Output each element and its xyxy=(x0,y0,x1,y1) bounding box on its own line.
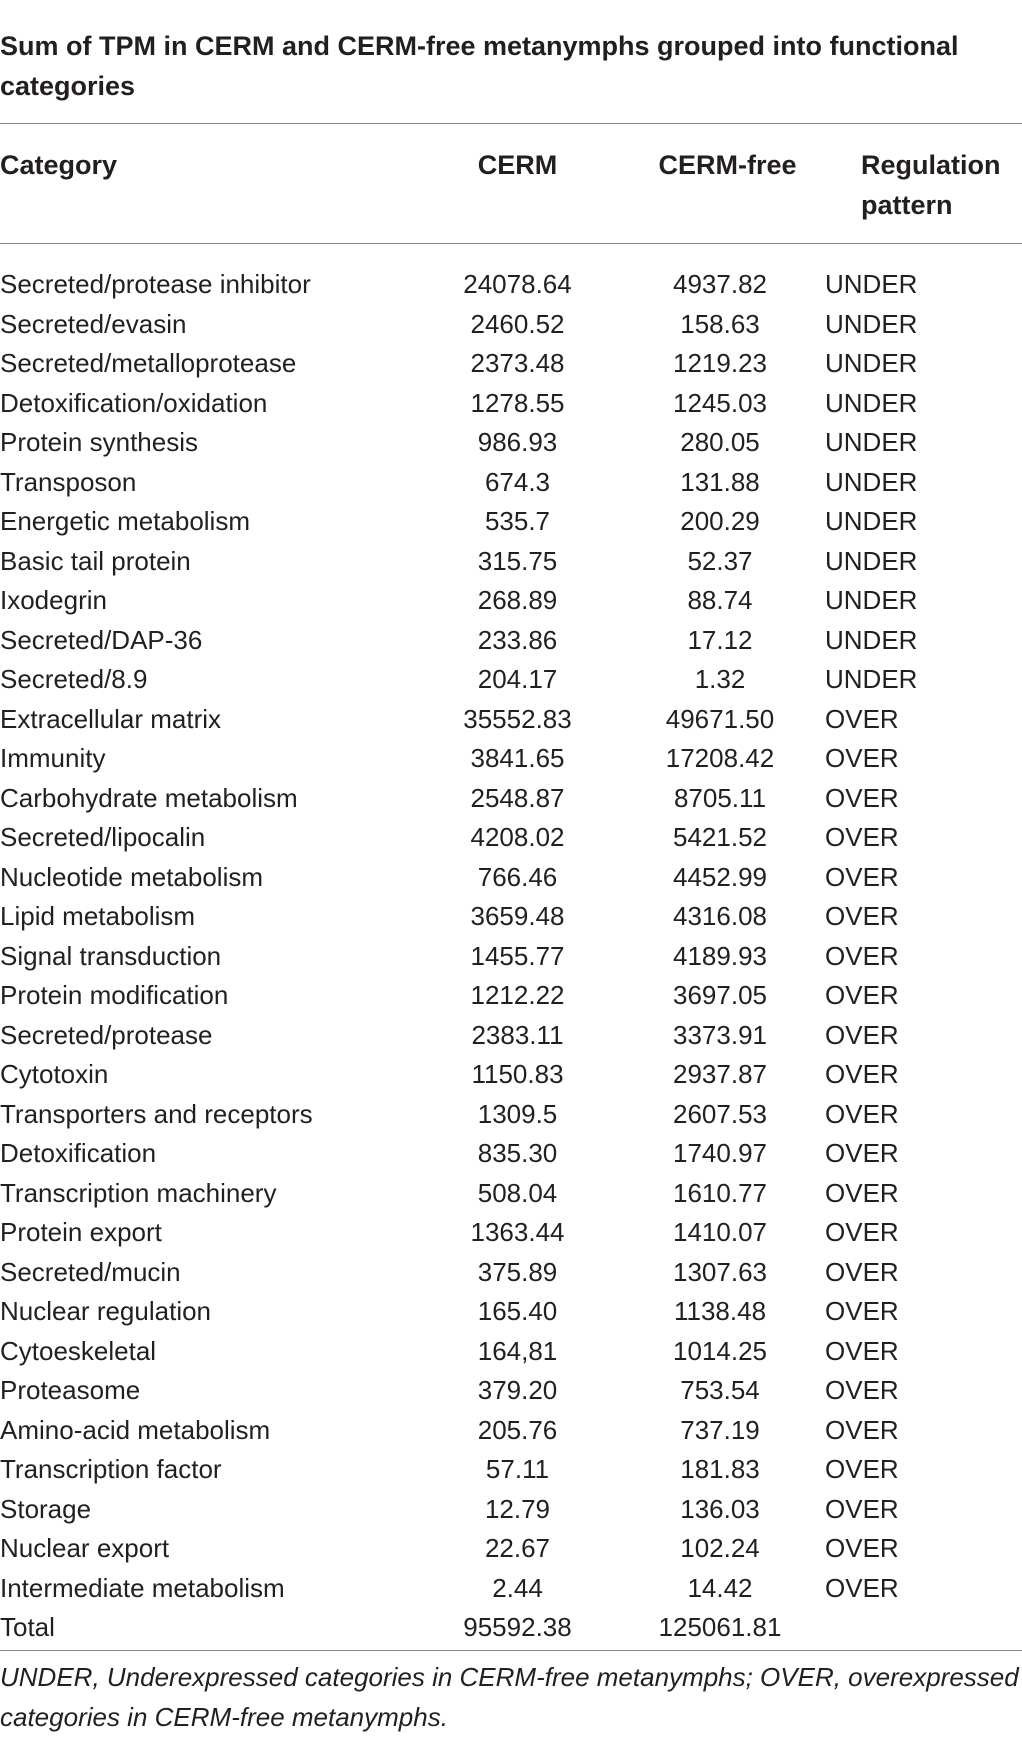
cell-cerm-free: 737.19 xyxy=(680,1414,760,1445)
cell-regulation-pattern: OVER xyxy=(825,901,899,931)
cell-category: Energetic metabolism xyxy=(0,506,250,536)
table-row xyxy=(0,1292,1022,1332)
cell-cerm-free: 1014.25 xyxy=(673,1335,767,1366)
cell-cerm: 57.11 xyxy=(485,1454,550,1484)
cell-regulation-pattern: OVER xyxy=(825,1572,899,1603)
cell-cerm-free: 17.12 xyxy=(687,624,753,655)
cell-category: Secreted/lipocalin xyxy=(0,822,206,852)
table-row xyxy=(0,1529,1022,1569)
cell-cerm: 268.89 xyxy=(477,585,558,615)
table-row xyxy=(0,502,1022,542)
cell-cerm-free: 8705.11 xyxy=(673,782,767,813)
cell-regulation-pattern: OVER xyxy=(825,980,899,1010)
cell-category: Immunity xyxy=(0,743,106,773)
cell-cerm: 233.86 xyxy=(477,624,558,655)
table-row xyxy=(0,423,1022,463)
cell-regulation-pattern: OVER xyxy=(825,1177,899,1208)
cell-category: Protein synthesis xyxy=(0,427,198,457)
table-row xyxy=(0,660,1022,700)
table-row xyxy=(0,305,1022,345)
table-row xyxy=(0,265,1022,305)
table-body xyxy=(0,265,1022,1648)
table-row xyxy=(0,1332,1022,1372)
cell-category: Nuclear export xyxy=(0,1533,170,1563)
cell-cerm-free: 753.54 xyxy=(680,1375,760,1405)
cell-cerm: 1363.44 xyxy=(470,1217,565,1247)
header-regulation-line2: pattern xyxy=(861,190,953,220)
cell-cerm: 2460.52 xyxy=(470,308,565,339)
table-row xyxy=(0,858,1022,898)
table-footnote: UNDER, Underexpressed categories in CERM-free metanymphs; OVER, overexpressed categories in CERM-free metanymphs. xyxy=(0,1662,1019,1732)
cell-cerm-free: 1219.23 xyxy=(673,348,767,378)
cell-regulation-pattern: UNDER xyxy=(825,466,918,497)
cell-regulation-pattern: OVER xyxy=(825,1533,899,1563)
cell-cerm-free: 136.03 xyxy=(680,1493,760,1524)
cell-cerm: 508.04 xyxy=(477,1177,558,1208)
table-row xyxy=(0,463,1022,503)
cell-cerm-free: 52.37 xyxy=(687,545,753,576)
cell-cerm: 165.40 xyxy=(477,1296,558,1326)
cell-cerm-free: 88.74 xyxy=(687,585,753,615)
total-row xyxy=(0,1608,1022,1648)
cell-regulation-pattern: UNDER xyxy=(825,545,918,576)
cell-regulation-pattern: OVER xyxy=(825,1454,899,1484)
cell-cerm: 835.30 xyxy=(477,1138,558,1168)
table-title: Sum of TPM in CERM and CERM-free metanymphs grouped into functional categories xyxy=(0,31,959,101)
cell-cerm-free: 49671.50 xyxy=(665,703,775,734)
table-row xyxy=(0,1450,1022,1490)
cell-cerm-free: 3373.91 xyxy=(673,1019,767,1050)
cell-regulation-pattern: UNDER xyxy=(825,387,918,418)
cell-category: Intermediate metabolism xyxy=(0,1572,285,1603)
cell-cerm-free: 4316.08 xyxy=(673,901,767,931)
cell-category: Transposon xyxy=(0,466,137,497)
cell-cerm: 379.20 xyxy=(477,1375,558,1405)
cell-cerm-free: 1610.77 xyxy=(673,1177,767,1208)
total-cerm: 95592.38 xyxy=(463,1612,572,1642)
cell-category: Carbohydrate metabolism xyxy=(0,782,298,813)
cell-category: Transcription machinery xyxy=(0,1177,277,1208)
cell-regulation-pattern: OVER xyxy=(825,861,899,892)
cell-cerm-free: 4452.99 xyxy=(673,861,767,892)
cell-cerm: 2.44 xyxy=(492,1572,543,1603)
header-regulation-line1: Regulation xyxy=(861,150,1001,180)
table-row xyxy=(0,581,1022,621)
cell-category: Ixodegrin xyxy=(0,585,107,615)
cell-category: Nuclear regulation xyxy=(0,1296,212,1326)
table-row xyxy=(0,1213,1022,1253)
cell-cerm: 22.67 xyxy=(484,1533,551,1563)
cell-category: Detoxification/oxidation xyxy=(0,387,268,418)
header-regulation-pattern xyxy=(861,145,1001,225)
cell-cerm: 1212.22 xyxy=(470,980,565,1010)
cell-cerm-free: 1740.97 xyxy=(673,1138,767,1168)
header-cerm: CERM xyxy=(477,150,558,180)
table-row xyxy=(0,818,1022,858)
cell-cerm: 4208.02 xyxy=(470,822,565,852)
cell-cerm-free: 181.83 xyxy=(680,1454,760,1484)
table-row xyxy=(0,1411,1022,1451)
cell-cerm: 674.3 xyxy=(484,466,551,497)
cell-category: Lipid metabolism xyxy=(0,901,196,931)
table-row xyxy=(0,700,1022,740)
cell-cerm: 205.76 xyxy=(477,1414,558,1445)
total-label: Total xyxy=(0,1612,55,1642)
cell-regulation-pattern: UNDER xyxy=(825,269,918,299)
cell-cerm-free: 1410.07 xyxy=(673,1217,767,1247)
cell-regulation-pattern: OVER xyxy=(825,1493,899,1524)
cell-category: Secreted/evasin xyxy=(0,308,187,339)
data-table xyxy=(0,265,1022,1648)
cell-category: Protein export xyxy=(0,1217,162,1247)
cell-regulation-pattern: OVER xyxy=(825,1375,899,1405)
cell-regulation-pattern: OVER xyxy=(825,1217,899,1247)
cell-regulation-pattern: OVER xyxy=(825,782,899,813)
cell-cerm: 3659.48 xyxy=(470,901,565,931)
table-row xyxy=(0,621,1022,661)
cell-cerm: 2373.48 xyxy=(470,348,565,378)
table-row xyxy=(0,779,1022,819)
bottom-rule xyxy=(0,1650,1022,1651)
cell-cerm-free: 1307.63 xyxy=(673,1256,767,1287)
table-row xyxy=(0,1134,1022,1174)
cell-cerm-free: 3697.05 xyxy=(673,980,767,1010)
cell-cerm: 1278.55 xyxy=(470,387,565,418)
cell-category: Storage xyxy=(0,1493,92,1524)
cell-category: Cytotoxin xyxy=(0,1059,109,1089)
cell-category: Basic tail protein xyxy=(0,545,191,576)
table-row xyxy=(0,937,1022,977)
cell-cerm: 3841.65 xyxy=(470,743,565,773)
cell-cerm: 1309.5 xyxy=(477,1098,558,1129)
cell-regulation-pattern: OVER xyxy=(825,1098,899,1129)
table-row xyxy=(0,976,1022,1016)
cell-cerm-free: 2607.53 xyxy=(673,1098,767,1129)
cell-category: Extracellular matrix xyxy=(0,703,222,734)
cell-cerm: 986.93 xyxy=(477,427,558,457)
cell-cerm: 204.17 xyxy=(477,664,558,694)
table-row xyxy=(0,384,1022,424)
cell-cerm-free: 158.63 xyxy=(680,308,760,339)
cell-regulation-pattern: OVER xyxy=(825,940,899,971)
cell-cerm: 2548.87 xyxy=(470,782,565,813)
cell-cerm-free: 5421.52 xyxy=(673,822,767,852)
table-row xyxy=(0,1055,1022,1095)
total-pattern xyxy=(825,1608,1022,1648)
cell-cerm-free: 1138.48 xyxy=(673,1296,767,1326)
cell-cerm-free: 14.42 xyxy=(687,1572,753,1603)
cell-regulation-pattern: OVER xyxy=(825,743,899,773)
cell-regulation-pattern: UNDER xyxy=(825,308,918,339)
cell-cerm-free: 280.05 xyxy=(680,427,760,457)
cell-cerm: 1150.83 xyxy=(471,1059,564,1089)
cell-regulation-pattern: OVER xyxy=(825,1138,899,1168)
cell-cerm: 535.7 xyxy=(484,506,551,536)
cell-cerm-free: 17208.42 xyxy=(665,743,775,773)
top-rule xyxy=(0,123,1022,124)
cell-cerm: 766.46 xyxy=(477,861,558,892)
cell-category: Proteasome xyxy=(0,1375,141,1405)
table-row xyxy=(0,1490,1022,1530)
table-row xyxy=(0,1016,1022,1056)
cell-regulation-pattern: OVER xyxy=(825,1059,899,1089)
cell-category: Signal transduction xyxy=(0,940,222,971)
cell-cerm: 35552.83 xyxy=(463,703,572,734)
cell-regulation-pattern: OVER xyxy=(825,1296,899,1326)
cell-category: Nucleotide metabolism xyxy=(0,861,264,892)
cell-category: Detoxification xyxy=(0,1138,157,1168)
cell-regulation-pattern: OVER xyxy=(825,1256,899,1287)
cell-regulation-pattern: UNDER xyxy=(825,664,918,694)
cell-regulation-pattern: OVER xyxy=(825,1019,899,1050)
table-row xyxy=(0,897,1022,937)
cell-regulation-pattern: OVER xyxy=(825,1335,899,1366)
cell-category: Protein modification xyxy=(0,980,229,1010)
cell-cerm-free: 1.32 xyxy=(694,664,746,694)
cell-regulation-pattern: UNDER xyxy=(825,624,918,655)
table-row xyxy=(0,1253,1022,1293)
cell-regulation-pattern: UNDER xyxy=(825,506,918,536)
cell-cerm-free: 4937.82 xyxy=(673,269,767,299)
table-row xyxy=(0,1371,1022,1411)
cell-cerm-free: 200.29 xyxy=(680,506,760,536)
cell-cerm: 1455.77 xyxy=(470,940,565,971)
cell-category: Secreted/protease xyxy=(0,1019,213,1050)
cell-regulation-pattern: UNDER xyxy=(825,427,918,457)
cell-cerm-free: 2937.87 xyxy=(673,1059,767,1089)
cell-cerm-free: 131.88 xyxy=(680,466,760,497)
cell-cerm: 24078.64 xyxy=(463,269,572,299)
cell-category: Cytoeskeletal xyxy=(0,1335,157,1366)
header-cerm-free: CERM-free xyxy=(658,150,797,180)
total-cerm-free: 125061.81 xyxy=(658,1612,782,1642)
cell-regulation-pattern: OVER xyxy=(825,1414,899,1445)
table-row xyxy=(0,1174,1022,1214)
cell-regulation-pattern: OVER xyxy=(825,822,899,852)
cell-category: Secreted/8.9 xyxy=(0,664,148,694)
table-row xyxy=(0,344,1022,384)
cell-category: Amino-acid metabolism xyxy=(0,1414,271,1445)
table-row xyxy=(0,1569,1022,1609)
cell-category: Transporters and receptors xyxy=(0,1098,313,1129)
table-row xyxy=(0,542,1022,582)
cell-category: Secreted/metalloprotease xyxy=(0,348,297,378)
cell-cerm: 375.89 xyxy=(477,1256,558,1287)
cell-cerm-free: 102.24 xyxy=(680,1533,760,1563)
cell-category: Secreted/DAP-36 xyxy=(0,624,203,655)
cell-cerm-free: 1245.03 xyxy=(673,387,767,418)
header-category: Category xyxy=(0,150,118,180)
cell-category: Secreted/mucin xyxy=(0,1256,181,1287)
cell-cerm: 315.75 xyxy=(477,545,558,576)
cell-category: Secreted/protease inhibitor xyxy=(0,269,311,299)
table-row xyxy=(0,1095,1022,1135)
cell-regulation-pattern: UNDER xyxy=(825,348,918,378)
cell-regulation-pattern: OVER xyxy=(825,703,899,734)
header-rule xyxy=(0,243,1022,244)
cell-cerm: 2383.11 xyxy=(471,1019,564,1050)
cell-cerm-free: 4189.93 xyxy=(673,940,767,971)
cell-cerm: 12.79 xyxy=(484,1493,551,1524)
cell-cerm: 164,81 xyxy=(477,1335,558,1366)
table-row xyxy=(0,739,1022,779)
cell-regulation-pattern: UNDER xyxy=(825,585,918,615)
cell-category: Transcription factor xyxy=(0,1454,222,1484)
